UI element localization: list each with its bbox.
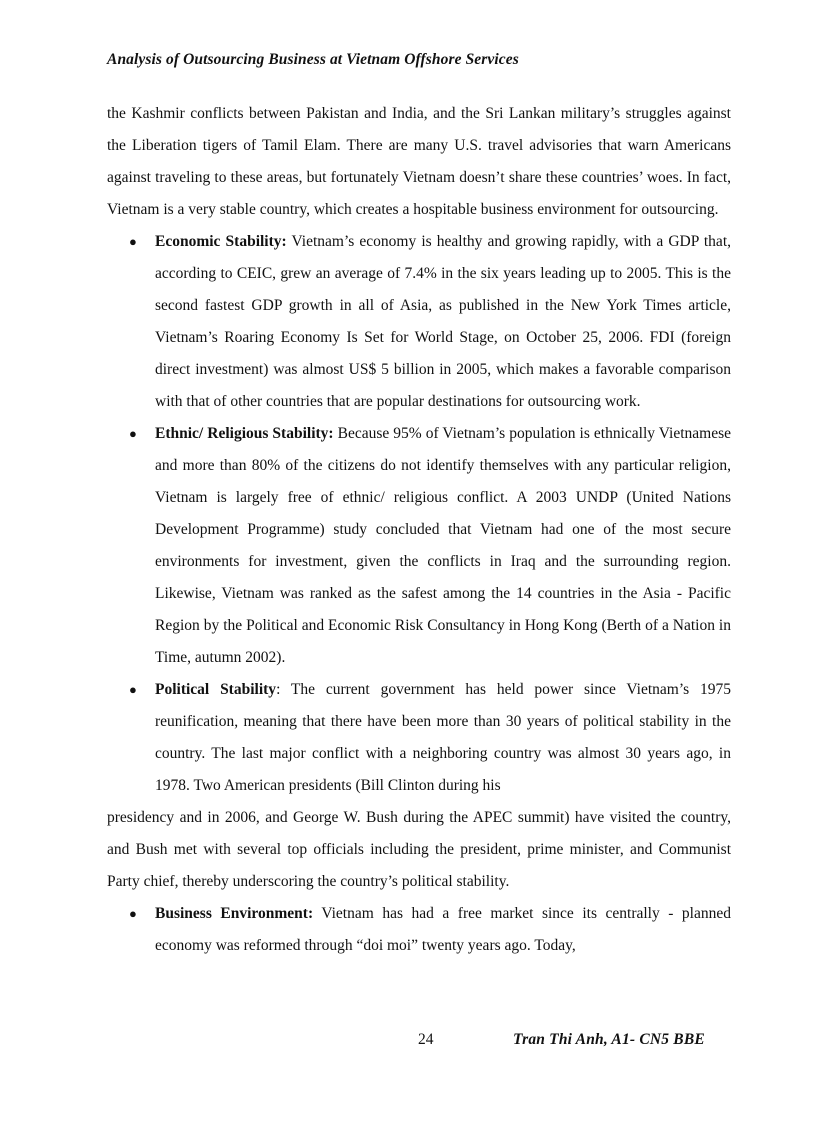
bullet-continuation: presidency and in 2006, and George W. Bush during the APEC summit) have visited the country, and Bush met with several top officials including the president, prime minister, and Communist Party chief, thereby underscoring the country’s political stability. [107,809,731,890]
list-item [107,226,731,418]
footer-author: Tran Thi Anh, A1- CN5 BBE [513,1031,705,1048]
bullet-icon: ● [129,906,137,921]
list-item [107,418,731,674]
bullet-text: Vietnam has had a free market since its centrally - planned economy was reformed through “doi moi” twenty years ago. Today, [155,905,731,954]
body-text [107,98,731,962]
intro-paragraph: the Kashmir conflicts between Pakistan and India, and the Sri Lankan military’s struggles against the Liberation tigers of Tamil Elam. There are many U.S. travel advisories that warn Americans against traveling to these areas, but fortunately Vietnam doesn’t share these countries’ woes. In fact, Vietnam is a very stable country, which creates a hospitable business environment for outsourcing. [107,105,731,218]
page-number: 24 [418,1031,434,1048]
bullet-text: : The current government has held power since Vietnam’s 1975 reunification, meaning that there have been more than 30 years of political stability in the country. The last major conflict with a neighboring country was almost 30 years ago, in 1978. Two American presidents (Bill Clinton during his [155,681,732,794]
bullet-icon: ● [129,682,137,697]
bullet-icon: ● [129,234,137,249]
bullet-list [107,226,731,962]
bullet-heading: Business Environment: [155,905,314,922]
bullet-text: Vietnam’s economy is healthy and growing rapidly, with a GDP that, according to CEIC, grew an average of 7.4% in the six years leading up to 2005. This is the second fastest GDP growth in all of Asia, as published in the New York Times article, Vietnam’s Roaring Economy Is Set for World Stage, on October 25, 2006. FDI (foreign direct investment) was almost US$ 5 billion in 2005, which makes a favorable comparison with that of other countries that are popular destinations for outsourcing work. [155,233,731,410]
running-header: Analysis of Outsourcing Business at Vietnam Offshore Services [107,51,519,68]
list-item [107,898,731,962]
bullet-heading: Political Stability [155,681,277,698]
bullet-heading: Economic Stability: [155,233,287,250]
bullet-heading: Ethnic/ Religious Stability: [155,425,334,442]
bullet-icon: ● [129,426,137,441]
bullet-text: Because 95% of Vietnam’s population is ethnically Vietnamese and more than 80% of the citizens do not identify themselves with any particular religion, Vietnam is largely free of ethnic/ religious conflict. A 2003 UNDP (United Nations Development Programme) study concluded that Vietnam had one of the most secure environments for investment, given the conflicts in Iraq and the surrounding region. Likewise, Vietnam was ranked as the safest among the 14 countries in the Asia - Pacific Region by the Political and Economic Risk Consultancy in Hong Kong (Berth of a Nation in Time, autumn 2002). [155,425,731,666]
list-item [107,674,731,898]
